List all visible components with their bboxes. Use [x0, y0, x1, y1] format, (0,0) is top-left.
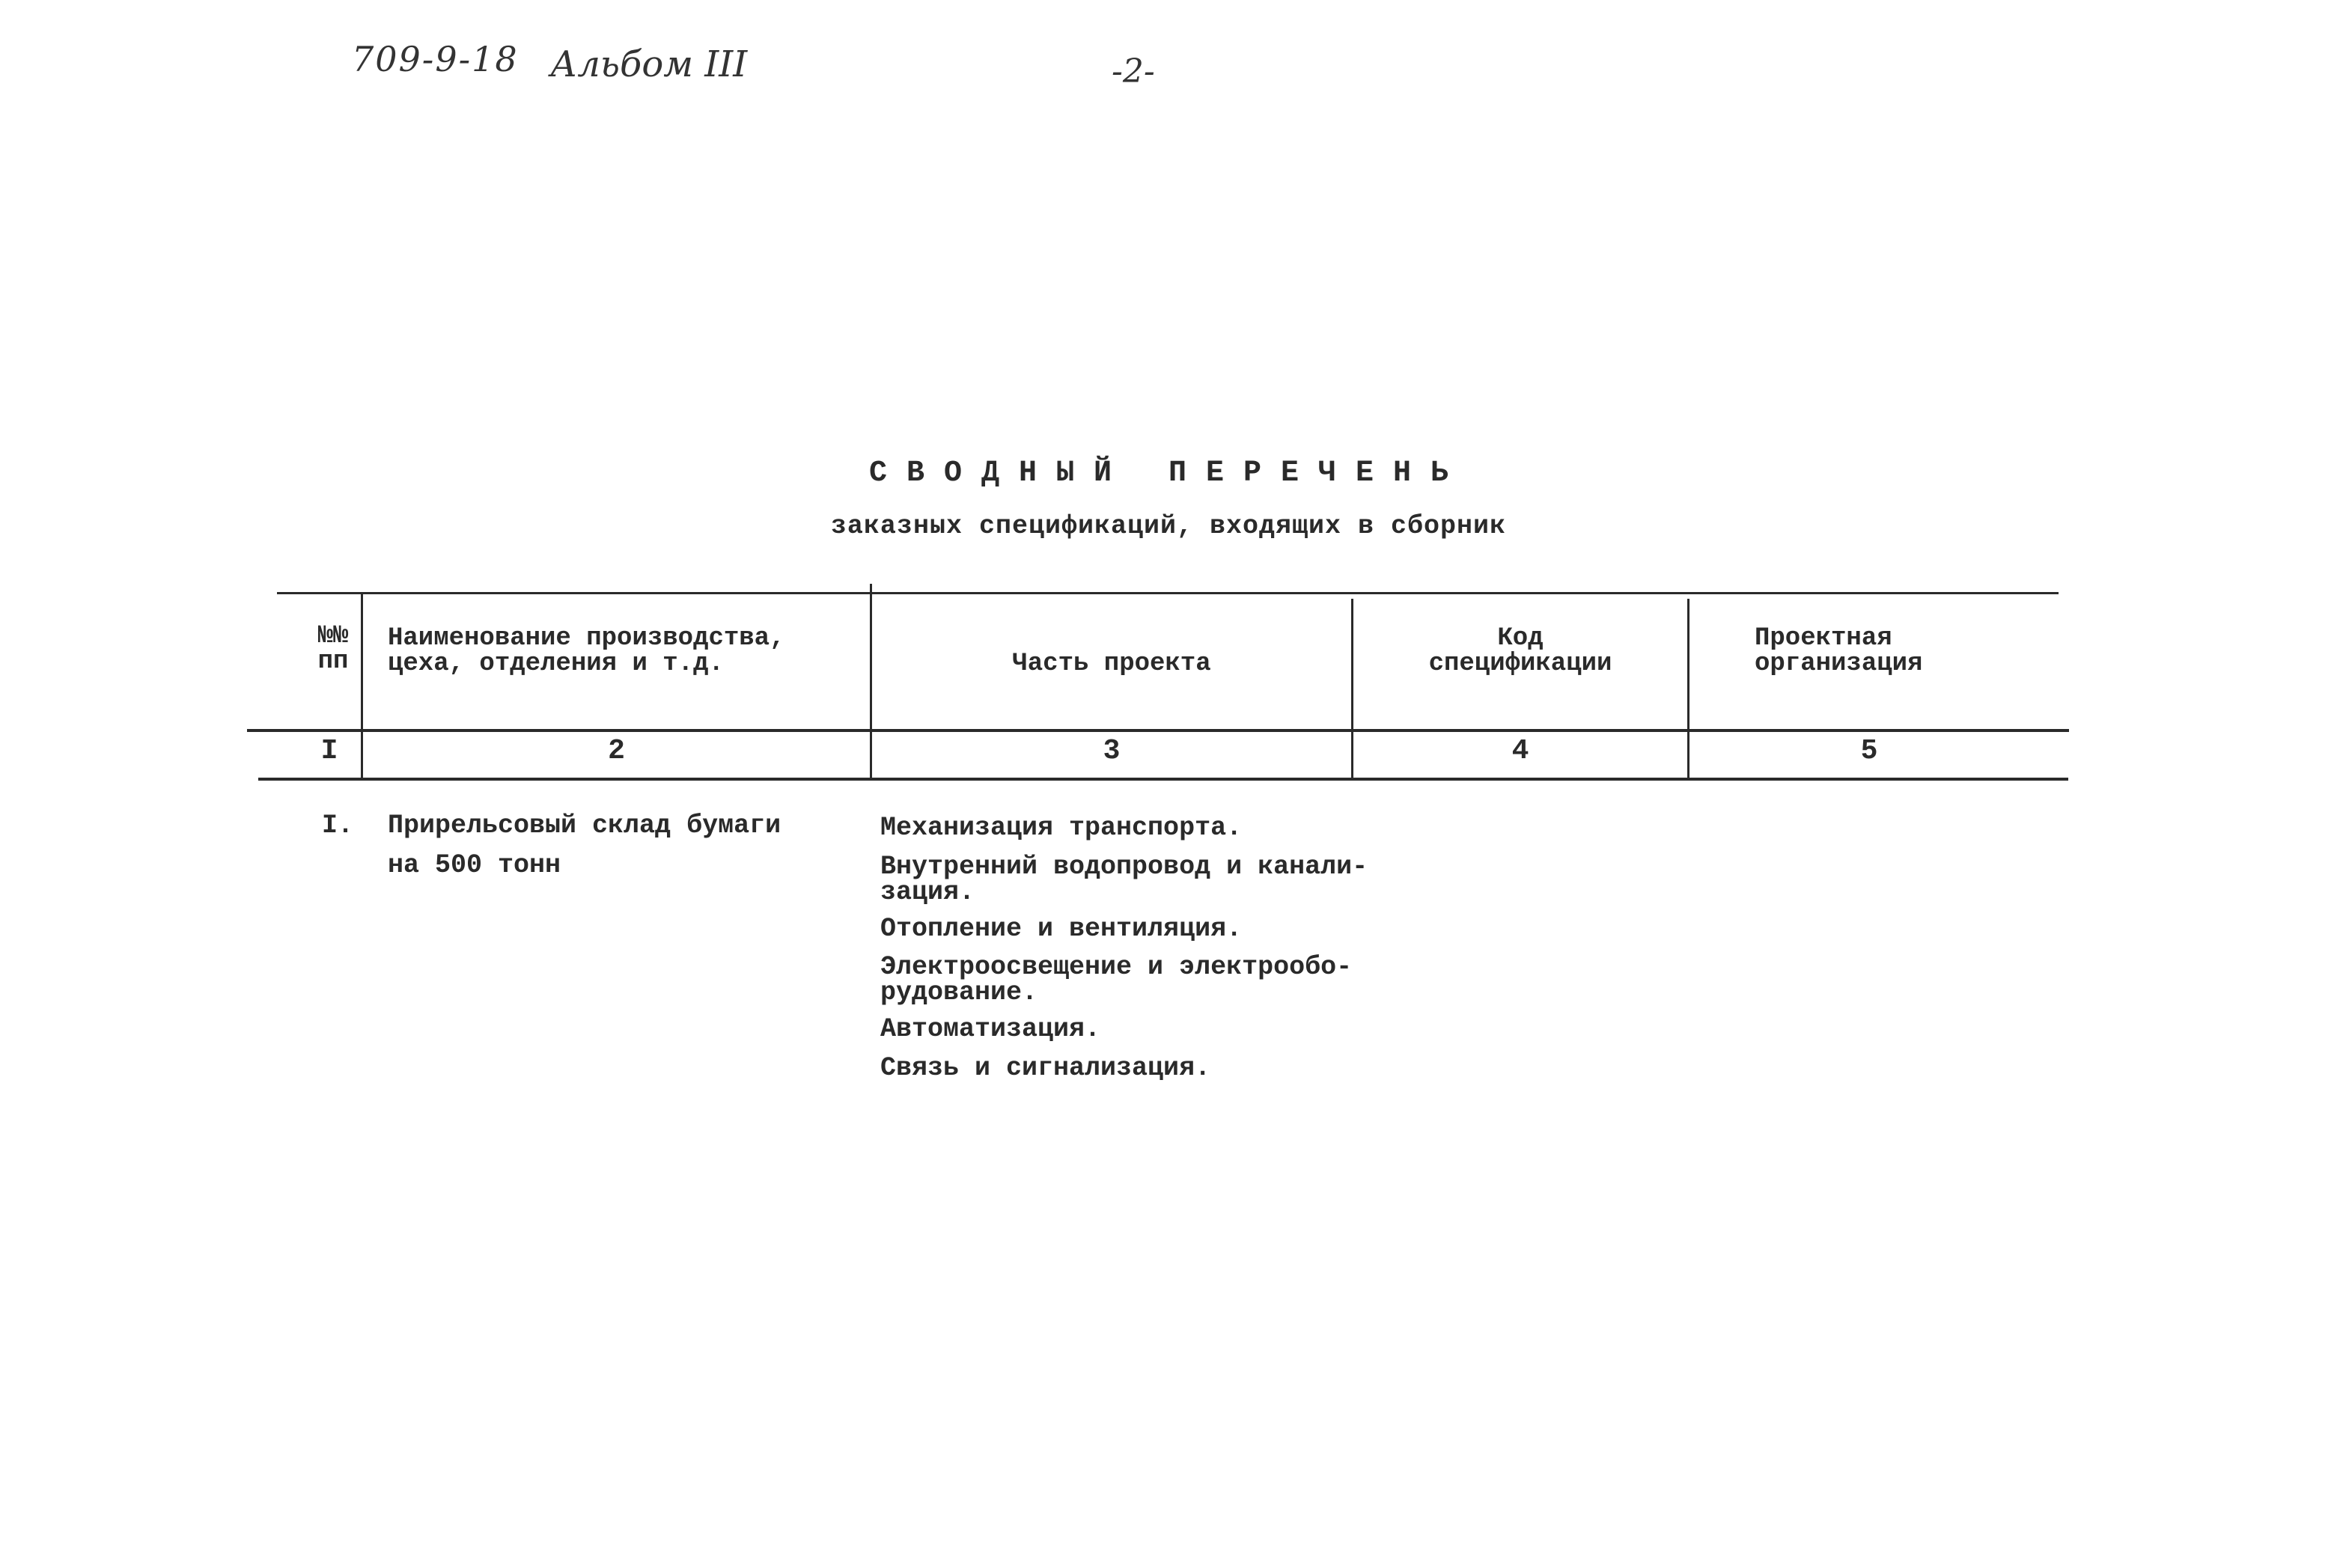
column-header-number: №№ пп [317, 622, 349, 676]
project-part-item: Электроосвещение и электрообо- рудование. [880, 952, 1353, 1007]
row-name-line-2: на 500 тонн [388, 850, 561, 880]
column-header-name: Наименование производства, цеха, отделения и т.д. [388, 624, 785, 678]
number-row-bottom-rule [258, 778, 2068, 781]
column-number-2: 2 [608, 735, 625, 767]
header-bottom-rule [247, 729, 2069, 732]
column-number-5: 5 [1860, 735, 1878, 767]
page-number: -2- [1112, 52, 1155, 91]
row-name-line-1: Прирельсовый склад бумаги [388, 811, 781, 841]
table-top-rule [277, 592, 2059, 594]
document-subtitle: заказных спецификаций, входящих в сборник [830, 511, 1507, 541]
album-label: Альбом III [550, 43, 748, 85]
column-number-1: I [320, 735, 338, 767]
column-number-4: 4 [1511, 735, 1529, 767]
project-part-item: Внутренний водопровод и канали- зация. [880, 852, 1368, 907]
document-code: 709-9-18 [352, 39, 519, 79]
column-number-3: 3 [1103, 735, 1121, 767]
project-part-item: Автоматизация. [880, 1014, 1101, 1044]
row-number: I. [322, 811, 354, 841]
column-header-organization: Проектная организация [1755, 624, 1923, 678]
column-header-code: Код спецификации [1428, 624, 1612, 678]
document-title: СВОДНЫЙ ПЕРЕЧЕНЬ [868, 457, 1469, 490]
project-part-item: Механизация транспорта. [880, 813, 1243, 843]
project-part-item: Отопление и вентиляция. [880, 914, 1243, 944]
project-part-item: Связь и сигнализация. [880, 1053, 1211, 1083]
column-header-part: Часть проекта [1012, 650, 1211, 678]
